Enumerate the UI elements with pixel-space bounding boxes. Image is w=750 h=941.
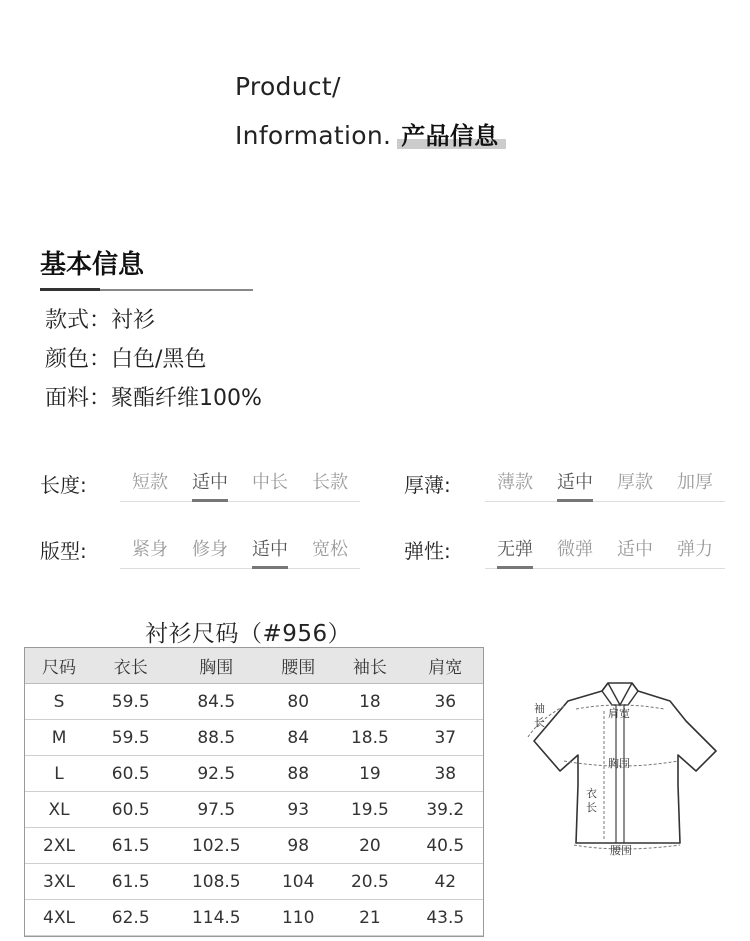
cell-sleeve: 20 [332, 828, 407, 864]
info-fabric: 面料：聚酯纤维100% [45, 386, 262, 411]
col-header-size: 尺码 [25, 648, 93, 684]
cell-length: 60.5 [93, 792, 168, 828]
table-row [25, 684, 483, 720]
col-header-shoulder: 肩宽 [408, 648, 483, 684]
size-table [25, 648, 483, 936]
cell-chest: 84.5 [168, 684, 264, 720]
attr-thickness-label: 厚薄: [404, 473, 451, 497]
cell-waist: 88 [264, 756, 332, 792]
diagram-shoulder-label: 肩宽 [608, 707, 630, 720]
header-information-text: Information. [235, 121, 392, 150]
cell-shoulder: 40.5 [408, 828, 483, 864]
cell-sleeve: 18 [332, 684, 407, 720]
cell-chest: 97.5 [168, 792, 264, 828]
attr-fit-option-selected: 适中 [240, 535, 300, 567]
cell-size: S [25, 684, 93, 720]
attr-thickness-baseline [485, 501, 725, 502]
attr-thickness-option: 薄款 [497, 472, 533, 493]
cell-waist: 104 [264, 864, 332, 900]
cell-shoulder: 42 [408, 864, 483, 900]
cell-size: 3XL [25, 864, 93, 900]
cell-chest: 102.5 [168, 828, 264, 864]
attr-elasticity-option-selected: 无弹 [485, 535, 545, 567]
cell-waist: 93 [264, 792, 332, 828]
header-information [235, 116, 498, 151]
cell-size: 4XL [25, 900, 93, 936]
attr-elasticity-option: 适中 [617, 539, 653, 560]
header-cn-title [401, 116, 498, 151]
cell-chest: 88.5 [168, 720, 264, 756]
cell-sleeve: 19.5 [332, 792, 407, 828]
col-header-length: 衣长 [93, 648, 168, 684]
attr-length-option: 中长 [252, 472, 288, 493]
diagram-length-label-1: 衣 [586, 787, 597, 800]
attr-length-label: 长度: [40, 473, 87, 497]
attr-thickness-option: 加厚 [677, 472, 713, 493]
table-row [25, 864, 483, 900]
cell-chest: 108.5 [168, 864, 264, 900]
cell-waist: 110 [264, 900, 332, 936]
cell-chest: 114.5 [168, 900, 264, 936]
col-header-sleeve: 袖长 [332, 648, 407, 684]
attr-length-options [120, 468, 360, 500]
header-cn-text: 产品信息 [401, 122, 499, 150]
attr-fit-options [120, 535, 360, 567]
table-row [25, 792, 483, 828]
cell-size: XL [25, 792, 93, 828]
size-table-frame [24, 647, 484, 937]
cell-sleeve: 18.5 [332, 720, 407, 756]
diagram-waist-label: 腰围 [610, 844, 632, 857]
cell-size: L [25, 756, 93, 792]
basic-info-title: 基本信息 [40, 250, 145, 280]
table-row [25, 828, 483, 864]
col-header-chest: 胸围 [168, 648, 264, 684]
table-row [25, 756, 483, 792]
attr-fit-option: 修身 [192, 539, 228, 560]
cell-length: 59.5 [93, 684, 168, 720]
cell-length: 62.5 [93, 900, 168, 936]
cell-waist: 84 [264, 720, 332, 756]
attr-length-baseline [120, 501, 360, 502]
cell-chest: 92.5 [168, 756, 264, 792]
size-table-title: 衬衫尺码（#956） [145, 621, 352, 647]
table-row [25, 720, 483, 756]
attr-elasticity-option: 微弹 [557, 539, 593, 560]
info-color: 颜色：白色/黑色 [45, 347, 207, 372]
cell-sleeve: 21 [332, 900, 407, 936]
attr-elasticity-option: 弹力 [677, 539, 713, 560]
col-header-waist: 腰围 [264, 648, 332, 684]
diagram-chest-label: 胸围 [608, 757, 630, 770]
cell-waist: 80 [264, 684, 332, 720]
cell-shoulder: 36 [408, 684, 483, 720]
attr-thickness-option: 厚款 [617, 472, 653, 493]
table-row [25, 900, 483, 936]
diagram-sleeve-label-1: 袖 [534, 702, 545, 715]
attr-length-option: 短款 [132, 472, 168, 493]
attr-fit-baseline [120, 568, 360, 569]
cell-length: 61.5 [93, 828, 168, 864]
cell-shoulder: 37 [408, 720, 483, 756]
cell-sleeve: 19 [332, 756, 407, 792]
attr-thickness-options [485, 468, 725, 500]
attr-fit-option: 宽松 [312, 539, 348, 560]
cell-length: 61.5 [93, 864, 168, 900]
cell-size: M [25, 720, 93, 756]
cell-shoulder: 38 [408, 756, 483, 792]
attr-fit-option: 紧身 [132, 539, 168, 560]
header-product: Product/ [235, 72, 341, 101]
cell-size: 2XL [25, 828, 93, 864]
cell-length: 59.5 [93, 720, 168, 756]
info-style: 款式：衬衫 [45, 308, 156, 333]
basic-info-underline-accent [40, 288, 100, 291]
diagram-length-label-2: 长 [586, 801, 597, 814]
attr-fit-label: 版型: [40, 539, 87, 563]
attr-length-option: 长款 [312, 472, 348, 493]
attr-length-option-selected: 适中 [180, 468, 240, 500]
cell-shoulder: 43.5 [408, 900, 483, 936]
cell-waist: 98 [264, 828, 332, 864]
attr-elasticity-label: 弹性: [404, 539, 451, 563]
cell-shoulder: 39.2 [408, 792, 483, 828]
cell-length: 60.5 [93, 756, 168, 792]
cell-sleeve: 20.5 [332, 864, 407, 900]
diagram-sleeve-label-2: 长 [534, 716, 545, 729]
shirt-measurement-diagram [520, 675, 720, 865]
attr-thickness-option-selected: 适中 [545, 468, 605, 500]
size-table-header-row [25, 648, 483, 684]
attr-elasticity-options [485, 535, 725, 567]
